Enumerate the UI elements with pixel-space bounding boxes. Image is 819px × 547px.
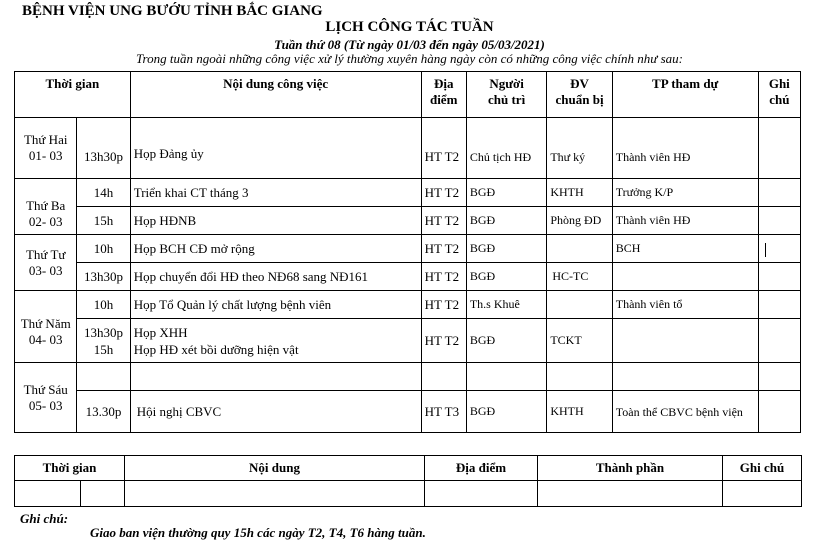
unit-cell [547, 291, 612, 319]
day-date: 03- 03 [28, 262, 63, 278]
time-cell: 10h [77, 291, 130, 319]
col-header-content: Nội dung công việc [130, 72, 421, 118]
col-header-time: Thời gian [15, 72, 131, 118]
place-cell: HT T2 [421, 263, 466, 291]
time-cell: 13h30p [77, 263, 130, 291]
attendees-cell [612, 363, 758, 391]
unit-cell: KHTH [547, 179, 612, 207]
day-name: Thứ Sáu [23, 381, 68, 397]
note-cell [758, 319, 800, 363]
table-row [15, 207, 801, 235]
attendees-cell [612, 319, 758, 363]
note-cell [758, 291, 800, 319]
page-title: LỊCH CÔNG TÁC TUẦN [325, 19, 494, 35]
table-row [15, 363, 801, 391]
host-cell [466, 363, 547, 391]
time-line-2: 15h [93, 341, 114, 357]
table-row [15, 118, 801, 179]
day-date: 05- 03 [28, 397, 63, 413]
day-cell [15, 235, 77, 291]
bottom-cell [81, 481, 125, 507]
unit-cell: TCKT [547, 319, 612, 363]
table-header-row [15, 72, 801, 118]
place-cell: HT T2 [421, 291, 466, 319]
unit-cell [547, 363, 612, 391]
note-cell [758, 391, 800, 433]
attendees-cell: Thành viên HĐ [612, 207, 758, 235]
bottom-col-note: Ghi chú [723, 456, 802, 481]
day-cell [15, 363, 77, 433]
host-cell: BGĐ [466, 235, 547, 263]
attendees-cell: BCH [612, 235, 758, 263]
col-header-note [758, 72, 800, 118]
attendees-cell: Thành viên tổ [612, 291, 758, 319]
place-cell [421, 363, 466, 391]
time-cell: 14h [77, 179, 130, 207]
day-name: Thứ Ba [26, 197, 66, 213]
bottom-table [14, 455, 802, 507]
content-line-1: Họp XHH [133, 324, 188, 340]
place-cell: HT T3 [421, 391, 466, 433]
time-cell: 13.30p [77, 391, 130, 433]
attendees-cell [612, 263, 758, 291]
time-line-1: 13h30p [84, 324, 124, 340]
week-subtitle: Tuần thứ 08 (Từ ngày 01/03 đến ngày 05/03/2021) [274, 37, 545, 52]
time-cell [77, 319, 130, 363]
unit-cell: Phòng ĐD [547, 207, 612, 235]
bottom-cell [125, 481, 425, 507]
note-cell [758, 118, 800, 179]
table-row [15, 481, 802, 507]
intro-text: Trong tuần ngoài những công việc xử lý thường xuyên hàng ngày còn có những công việc chính như sau: [136, 51, 683, 66]
place-cell: HT T2 [421, 207, 466, 235]
attendees-cell: Thành viên HĐ [612, 118, 758, 179]
bottom-col-place: Địa điểm [425, 456, 538, 481]
day-name: Thứ Năm [20, 315, 71, 331]
col-header-unit [547, 72, 612, 118]
content-cell [130, 319, 421, 363]
col-header-host-2: chủ trì [487, 92, 526, 107]
attendees-cell: Toàn thể CBVC bệnh viện [612, 391, 758, 433]
content-cell: Hội nghị CBVC [130, 391, 421, 433]
day-cell [15, 179, 77, 235]
bottom-header-row [15, 456, 802, 481]
text-cursor [765, 243, 766, 257]
note-cell [758, 235, 800, 263]
day-date: 01- 03 [28, 148, 63, 163]
place-cell: HT T2 [421, 179, 466, 207]
bottom-cell [538, 481, 723, 507]
table-row [15, 291, 801, 319]
col-header-attendees: TP tham dự [612, 72, 758, 118]
day-date: 02- 03 [28, 213, 63, 229]
note-cell [758, 363, 800, 391]
time-cell: 10h [77, 235, 130, 263]
table-row [15, 263, 801, 291]
table-row [15, 391, 801, 433]
unit-cell [547, 235, 612, 263]
bottom-cell [15, 481, 81, 507]
unit-cell: KHTH [547, 391, 612, 433]
content-line-2: Họp HĐ xét bồi dưỡng hiện vật [133, 341, 299, 357]
note-cell [758, 207, 800, 235]
time-cell: 13h30p [77, 118, 130, 179]
col-header-host [466, 72, 547, 118]
content-cell [130, 363, 421, 391]
content-cell: Họp chuyển đổi HĐ theo NĐ68 sang NĐ161 [130, 263, 421, 291]
bottom-col-content: Nội dung [125, 456, 425, 481]
day-name: Thứ Tư [25, 246, 66, 262]
bottom-cell [425, 481, 538, 507]
bottom-cell [723, 481, 802, 507]
day-name: Thứ Hai [23, 132, 68, 147]
host-cell: BGĐ [466, 263, 547, 291]
note-cell [758, 263, 800, 291]
place-cell: HT T2 [421, 235, 466, 263]
content-cell: Họp BCH CĐ mở rộng [130, 235, 421, 263]
schedule-table [14, 71, 801, 433]
time-cell [77, 363, 130, 391]
host-cell: BGĐ [466, 319, 547, 363]
col-header-place-1: Địa [433, 76, 454, 91]
col-header-place-2: điểm [429, 92, 458, 107]
host-cell: BGĐ [466, 179, 547, 207]
note-cell [758, 179, 800, 207]
host-cell: BGĐ [466, 207, 547, 235]
table-row [15, 319, 801, 363]
content-cell: Họp Tổ Quản lý chất lượng bệnh viên [130, 291, 421, 319]
hospital-name: BỆNH VIỆN UNG BƯỚU TỈNH BẮC GIANG [22, 3, 323, 19]
col-header-note-1: Ghi [768, 76, 790, 91]
place-cell: HT T2 [421, 319, 466, 363]
place-cell: HT T2 [421, 118, 466, 179]
content-cell: Triển khai CT tháng 3 [130, 179, 421, 207]
col-header-unit-2: chuẩn bị [555, 92, 604, 107]
content-cell: Họp Đảng ủy [130, 118, 421, 179]
day-date: 04- 03 [28, 331, 63, 347]
table-row [15, 179, 801, 207]
content-cell: Họp HĐNB [130, 207, 421, 235]
bottom-col-time: Thời gian [15, 456, 125, 481]
host-cell: BGĐ [466, 391, 547, 433]
col-header-note-2: chú [769, 92, 790, 107]
col-header-place [421, 72, 466, 118]
time-cell: 15h [77, 207, 130, 235]
day-cell [15, 291, 77, 363]
bottom-col-members: Thành phần [538, 456, 723, 481]
table-row [15, 235, 801, 263]
footer-note-label: Ghi chú: [20, 511, 69, 526]
unit-cell: HC-TC [547, 263, 612, 291]
footer-note-text: Giao ban viện thường quy 15h các ngày T2, T4, T6 hàng tuần. [90, 525, 426, 540]
host-cell: Th.s Khuê [466, 291, 547, 319]
col-header-unit-1: ĐV [570, 76, 589, 91]
unit-cell: Thư ký [547, 118, 612, 179]
col-header-host-1: Người [489, 76, 524, 91]
day-cell [15, 118, 77, 179]
attendees-cell: Trưởng K/P [612, 179, 758, 207]
host-cell: Chủ tịch HĐ [466, 118, 547, 179]
